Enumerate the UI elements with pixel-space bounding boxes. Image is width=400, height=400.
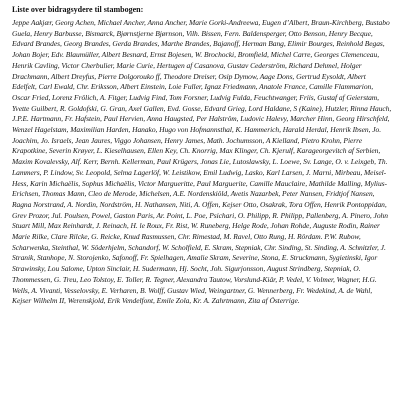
document-page [12, 4, 392, 396]
contributors-list-text: Jeppe Aakjær, Georg Achen, Michael Ancher, Anna Ancher, Marie Gorki-Andreewa, Eugen d’Albert, Braun-Kirchberg, Bustabo Guela, Henry Barbusse, Bismarck, Bjørnstjerne Bjørnson, Vilh. Bissen, Fern. Baldensperger, Otto Benson, Henry Becque, Edvard Brandes, Georg Brandes, Gerda Brandes, Marthe Brandes, Bajanoff, Herman Bang, Elimir Bourges, Reinhold Begas, Johan Bojer, Edv. Blaumüller, Albert Besnard, Ernst Bojesen, W. Brochocki, Bromfield, Michel Carre, Georges Clemenceau, Henrik Cavling, Victor Cherbulier, Marie Curie, Hertugen af Casanova, Gustav Cederström, Richard Dehmel, Holger Drachmann, Albert Dreyfus, Pierre Dolgorouko ff, Theodore Dreiser, Osip Dymow, Aage Dons, Gertrud Eysoldt, Albert Edelfelt, Carl Ewald, Chr. Eriksson, Albert Einstein, Loie Fuller, Ignaz Friedmann, Anatole France, Camille Flammarion, Oscar Fried, Lorenz Frölich, A. Fitger, Ludvig Find, Tom Forsner, Ludvig Fulda, Feuchtwanger, Friis, Gustaf af Geierstam, Yvette Guilbert, R. Goldofski, G. Gran, Axel Gallen, Evd. Gosse, Edvard Grieg, Lord Haldane, S (Kaine), Hutzler, Rinna Hauch, J.P.E. Hartmann, Fr. Hafstein, Paul Hervien, Anna Haugsted, Per Halström, Ludovic Halevy, Marcher Hinn, Georg Hirschfeld, Wenzel Hagelstam, Maximilian Harden, Hanako, Hugo von Hofmannsthal, K. Hammerich, Harald Herdal, Henrik Ibsen, Jo. Joachim, Jo. Israels, Jean Jaures, Viggo Johansen, Henry James, Math. Jochumsson, A Kielland, Pietro Krohn, Pierre Krapotkine, Severin Krøyer, L. Kieselhausen, Ellen Key, Ch. Knorrig, Max Klinger, Ch. Kjerulf, Karageorgevitch af Serbien, Maxim Kovalevsky, Alf. Kerr, Bernh. Kellerman, Paul Krügers, Jonas Lie, Lutoslawsky, L. Loewe, Sv. Lange, O. v. Leixgeb, Th. Lammers, P. Lindow, Sv. Leopold, Selma Lagerlöf, W. Leistikow, Emil Ludwig, Lasko, Karl Larsen, J. Marni, Mirbeau, Meisel-Hess, Karin Michaëlis, Sophus Michaëlis, Victor Margueritte, Paul Marguerite, Camille Mauclaire, Mathilde Malling, Mylius-Erichsen, Thomas Mann, Cleo de Merode, Michelsen, A.E. Nordenskiöld, Avetis Nazarbek, Peter Nansen, Fridtjof Nansen, Ragna Norstrand, A. Nordin, Nordström, H. Nathansen, Niti, A. Offen, Kejser Otto, Osakrak, Tora Offen, Henrik Pontoppidan, Grev Prozor, Jul. Poulsen, Powel, Gaston Paris, Ar. Point, L. Poe, Psichari, O. Philipp, R. Philipp, Pallenberg, A. Pinero, John Stuart Mill, Max Reinhardt, J. Reinach, H. le Roux, Fr. Rist, W. Runeberg, Helge Rode, Johan Rohde, Auguste Rodin, Rainer Marie Rilke, Clare Rilcke, G. Reicke, Knud Rasmussen, Chr. Rimestad, M. Ravel, Otto Rung, H. Rördam. P.W. Rubow, Scharwenka, Steinthal, W. Söderhjelm, Schandorf, W. Scholfield, E. Skram, Stepniak, Chr. Sinding, St. Sinding, A. Schnitzler, J. Stranik, Stanhope, N. Storojenko, Safonoff, Fr. Spielhagen, Amalie Skram, Severine, Stona, E. Struckmann, Sygietinski, Igor Strawinsky, Lou Salome, Upton Sinclair, H. Sudermann, Hj. Socht, Joh. Sigurjonsson, August Strindberg, Stepniak, O. Thommessen, G. Treu, Leo Tolstoy, E. Toller, R. Tegner, Alexandra Tautow, Vorslund-Kiär, P. Vedel, V. Volmer, Wagner, H.G. Wells, A. Vivanti, Vesselovsky, E. Verharen, B. Wolff, Gustav Wied, Weingartner, G. Wennerberg, Fr. Wedekind, A. de Wahl, Kejser Wilhelm II, Werenskjold, Erik Vendelfont, Emile Zola, Kr. A. Zahrtmann, Zita af Österrige. [12, 18, 392, 306]
contributors-heading: Liste over bidragsydere til stambogen: [12, 5, 144, 14]
